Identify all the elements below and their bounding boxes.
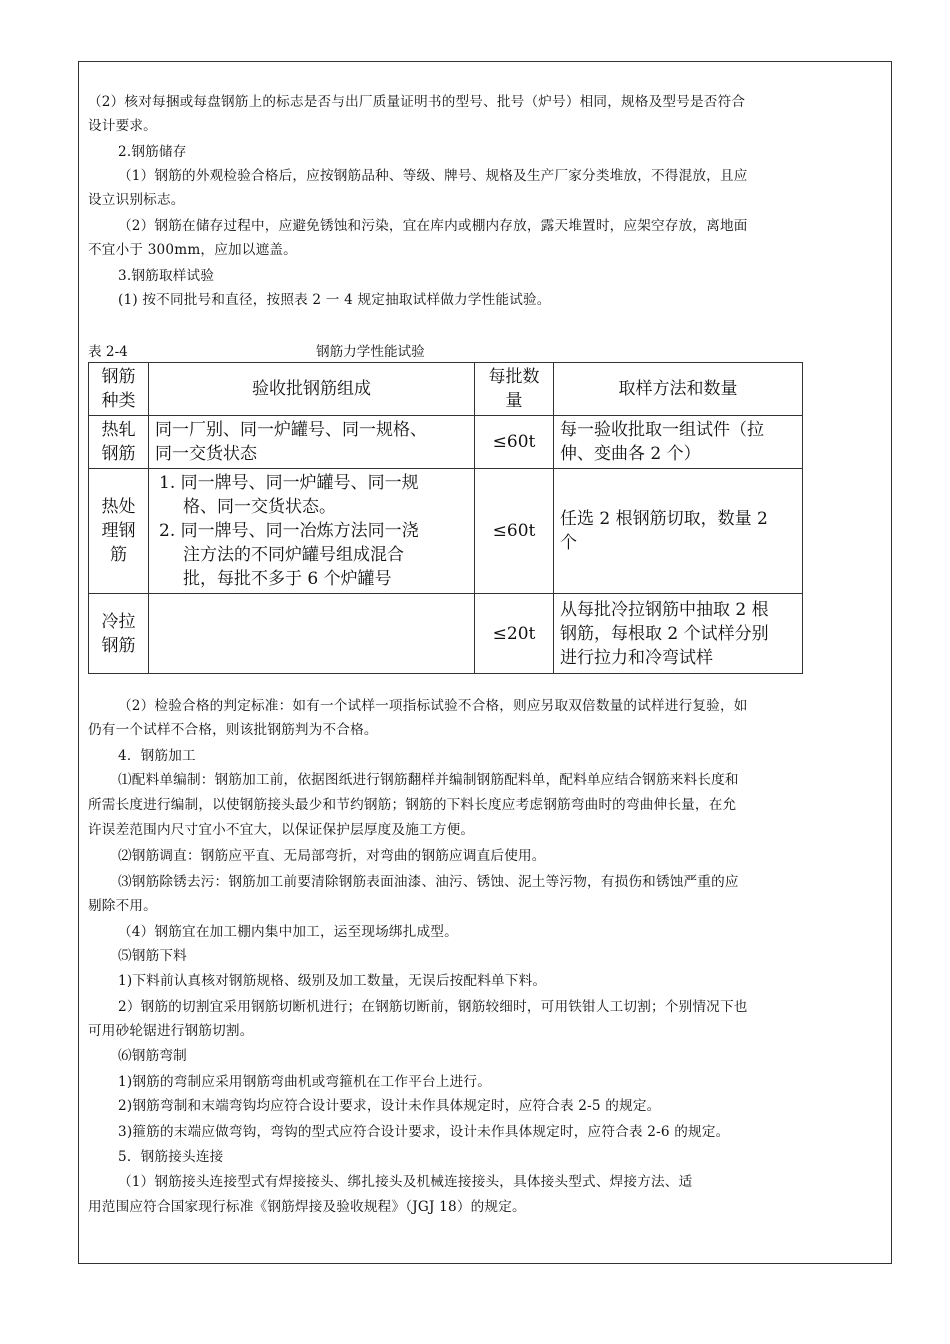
- cell-text: 热轧: [101, 420, 136, 440]
- table-title: 钢筋力学性能试验: [316, 344, 425, 360]
- cell-text: 同一交货状态: [155, 444, 257, 464]
- para-line: 1)钢筋的弯制应采用钢筋弯曲机或弯箍机在工作平台上进行。: [118, 1074, 491, 1090]
- para-line: （1）钢筋的外观检验合格后，应按钢筋品种、等级、牌号、规格及生产厂家分类堆放，不得混放，且应: [118, 168, 748, 184]
- cell-text: 个: [560, 533, 577, 553]
- section-heading: 2.钢筋储存: [118, 144, 187, 160]
- cell-text: 钢筋，每根取 2 个试样分别: [560, 623, 769, 644]
- section-heading: 5．钢筋接头连接: [118, 1149, 224, 1165]
- cell-text: 从每批冷拉钢筋中抽取 2 根: [560, 599, 769, 620]
- header-cell: [475, 363, 554, 416]
- para-line: ⑵钢筋调直：钢筋应平直、无局部弯折，对弯曲的钢筋应调直后使用。: [118, 848, 546, 864]
- section-heading: 3.钢筋取样试验: [118, 268, 215, 284]
- table-header-row: [89, 363, 803, 416]
- cell-text: 每一验收批取一组试件（拉: [560, 420, 764, 440]
- steel-test-table: [88, 362, 803, 674]
- cell-text: 筋: [110, 545, 127, 565]
- cell-text: 任选 2 根钢筋切取，数量 2: [560, 509, 768, 529]
- para-line: ⑴配料单编制：钢筋加工前，依据图纸进行钢筋翻样并编制钢筋配料单，配料单应结合钢筋来料长度和: [118, 772, 739, 788]
- table-cell: ≤20t: [475, 594, 554, 674]
- cell-text: 钢筋: [101, 635, 136, 656]
- table-cell: [89, 416, 149, 469]
- cell-text: 同一厂别、同一炉罐号、同一规格、: [155, 420, 427, 440]
- cell-text: 1. 同一牌号、同一炉罐号、同一规: [159, 473, 419, 493]
- header-text: 每批数: [488, 367, 540, 387]
- para-line: （2）钢筋在储存过程中，应避免锈蚀和污染，宜在库内或棚内存放，露天堆置时，应架空存放，离地面: [118, 218, 748, 234]
- para-line: 设计要求。: [88, 118, 157, 134]
- para-line: （2）核对每捆或每盘钢筋上的标志是否与出厂质量证明书的型号、批号（炉号）相同，规格及型号是否符合: [88, 94, 746, 110]
- para-line: (1) 按不同批号和直径，按照表 2 一 4 规定抽取试样做力学性能试验。: [118, 292, 551, 308]
- header-text: 钢筋: [101, 367, 136, 387]
- para-line: 所需长度进行编制，以使钢筋接头最少和节约钢筋；钢筋的下料长度应考虑钢筋弯曲时的弯曲伸长量，在允: [88, 797, 737, 813]
- table-cell: [554, 594, 803, 674]
- table-cell: ≤60t: [475, 416, 554, 469]
- header-text: 种类: [101, 391, 136, 411]
- para-line: 用范围应符合国家现行标准《钢筋焊接及验收规程》（JGJ 18）的规定。: [88, 1199, 526, 1215]
- table-cell: [89, 594, 149, 674]
- para-line: ⑶钢筋除锈去污：钢筋加工前要清除钢筋表面油漆、油污、锈蚀、泥土等污物，有损伤和锈蚀严重的应: [118, 874, 739, 890]
- para-line: 2）钢筋的切割宜采用钢筋切断机进行；在钢筋切断前，钢筋较细时，可用铁钳人工切割；个别情况下也: [118, 999, 748, 1015]
- cell-text: 2. 同一牌号、同一冶炼方法同一浇: [159, 521, 419, 541]
- table-row: [89, 416, 803, 469]
- table-cell: [89, 469, 149, 594]
- cell-text: 注方法的不同炉罐号组成混合: [183, 545, 404, 565]
- section-heading: ⑸钢筋下料: [118, 948, 187, 964]
- para-line: 2)钢筋弯制和末端弯钩均应符合设计要求，设计未作具体规定时，应符合表 2-5 的规定。: [118, 1098, 661, 1114]
- cell-text: 进行拉力和冷弯试样: [560, 647, 713, 668]
- table-cell: [554, 469, 803, 594]
- cell-text: 理钢: [101, 521, 136, 541]
- header-cell: 取样方法和数量: [554, 363, 803, 416]
- cell-text: 冷拉: [101, 611, 136, 632]
- table-number: 表 2-4: [88, 344, 128, 360]
- header-cell: [89, 363, 149, 416]
- cell-text: 伸、变曲各 2 个）: [560, 444, 701, 464]
- para-line: （4）钢筋宜在加工棚内集中加工，运至现场绑扎成型。: [118, 924, 458, 940]
- cell-text: 批，每批不多于 6 个炉罐号: [183, 569, 392, 589]
- table-row: [89, 594, 803, 674]
- para-line: 仍有一个试样不合格，则该批钢筋判为不合格。: [88, 722, 378, 738]
- table-cell: [149, 469, 475, 594]
- para-line: （2）检验合格的判定标准：如有一个试样一项指标试验不合格，则应另取双倍数量的试样进行复验，如: [118, 698, 748, 714]
- table-cell: [149, 594, 475, 674]
- table-row: [89, 469, 803, 594]
- para-line: （1）钢筋接头连接型式有焊接接头、绑扎接头及机械连接接头，具体接头型式、焊接方法、适: [118, 1174, 693, 1190]
- para-line: 1)下料前认真核对钢筋规格、级别及加工数量，无误后按配料单下料。: [118, 973, 547, 989]
- para-line: 可用砂轮锯进行钢筋切割。: [88, 1023, 254, 1039]
- table-cell: [149, 416, 475, 469]
- para-line: 不宜小于 300mm，应加以遮盖。: [88, 242, 297, 258]
- para-line: 剔除不用。: [88, 898, 157, 914]
- section-heading: ⑹钢筋弯制: [118, 1048, 187, 1064]
- para-line: 许误差范围内尺寸宜小不宜大，以保证保护层厚度及施工方便。: [88, 822, 475, 838]
- table-cell: ≤60t: [475, 469, 554, 594]
- table-cell: [554, 416, 803, 469]
- cell-text: 格、同一交货状态。: [183, 497, 336, 517]
- para-line: 3)箍筋的末端应做弯钩，弯钩的型式应符合设计要求，设计未作具体规定时，应符合表 2-6 的规定。: [118, 1124, 730, 1140]
- header-cell: 验收批钢筋组成: [149, 363, 475, 416]
- header-text: 量: [505, 391, 523, 411]
- para-line: 设立识别标志。: [88, 192, 185, 208]
- cell-text: 钢筋: [101, 444, 136, 464]
- cell-text: 热处: [101, 497, 136, 517]
- section-heading: 4．钢筋加工: [118, 748, 196, 764]
